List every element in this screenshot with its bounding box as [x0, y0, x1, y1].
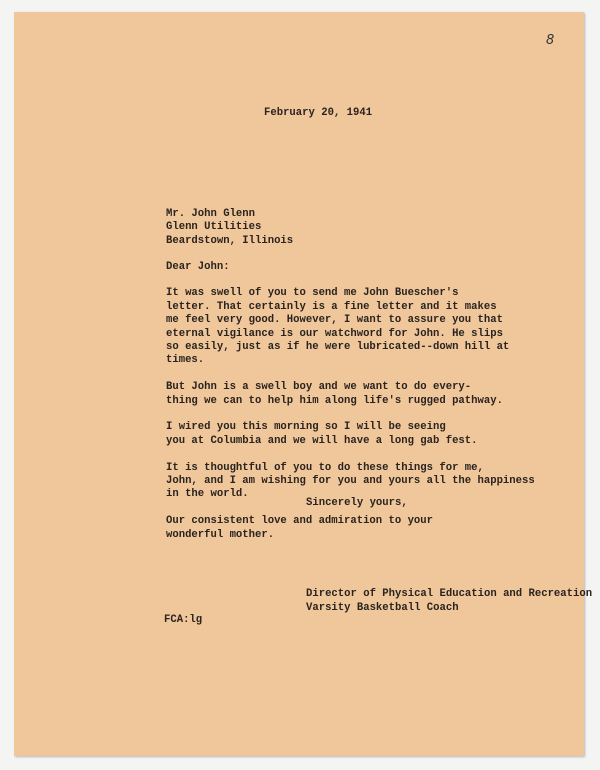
- typist-initials: FCA:lg: [164, 614, 203, 626]
- body-line: But John is a swell boy and we want to do every-: [166, 381, 472, 394]
- body-line: Our consistent love and admiration to your: [166, 515, 434, 528]
- letter-page: [14, 12, 593, 756]
- signature-title-1: Director of Physical Education and Recreation: [306, 588, 593, 600]
- body-line: you at Columbia and we will have a long gab fest.: [166, 434, 478, 447]
- signature-title-2: Varsity Basketball Coach: [306, 602, 459, 614]
- address-line: Beardstown, Illinois: [166, 234, 294, 247]
- body-line: in the world.: [166, 488, 249, 501]
- address-line: Glenn Utilities: [166, 221, 262, 234]
- complimentary-closing: Sincerely yours,: [306, 497, 408, 509]
- salutation: Dear John:: [166, 261, 230, 273]
- body-line: John, and I am wishing for you and yours all the happiness: [166, 475, 535, 488]
- body-line: It is thoughtful of you to do these things for me,: [166, 461, 484, 474]
- body-line: so easily, just as if he were lubricated--down hill at: [166, 341, 510, 354]
- letter-body: [166, 274, 556, 555]
- body-line: thing we can to help him along life's rugged pathway.: [166, 394, 503, 407]
- body-line: eternal vigilance is our watchword for John. He slips: [166, 327, 503, 340]
- body-line: It was swell of you to send me John Buescher's: [166, 287, 459, 300]
- recipient-address: [166, 208, 293, 248]
- body-line: me feel very good. However, I want to assure you that: [166, 314, 503, 327]
- address-line: Mr. John Glenn: [166, 208, 256, 220]
- body-line: times.: [166, 354, 205, 367]
- letter-date: February 20, 1941: [264, 107, 373, 119]
- page-number-annotation: 8: [546, 33, 555, 48]
- body-line: I wired you this morning so I will be seeing: [166, 421, 446, 434]
- body-line: wonderful mother.: [166, 528, 275, 541]
- body-line: letter. That certainly is a fine letter and it makes: [166, 300, 497, 313]
